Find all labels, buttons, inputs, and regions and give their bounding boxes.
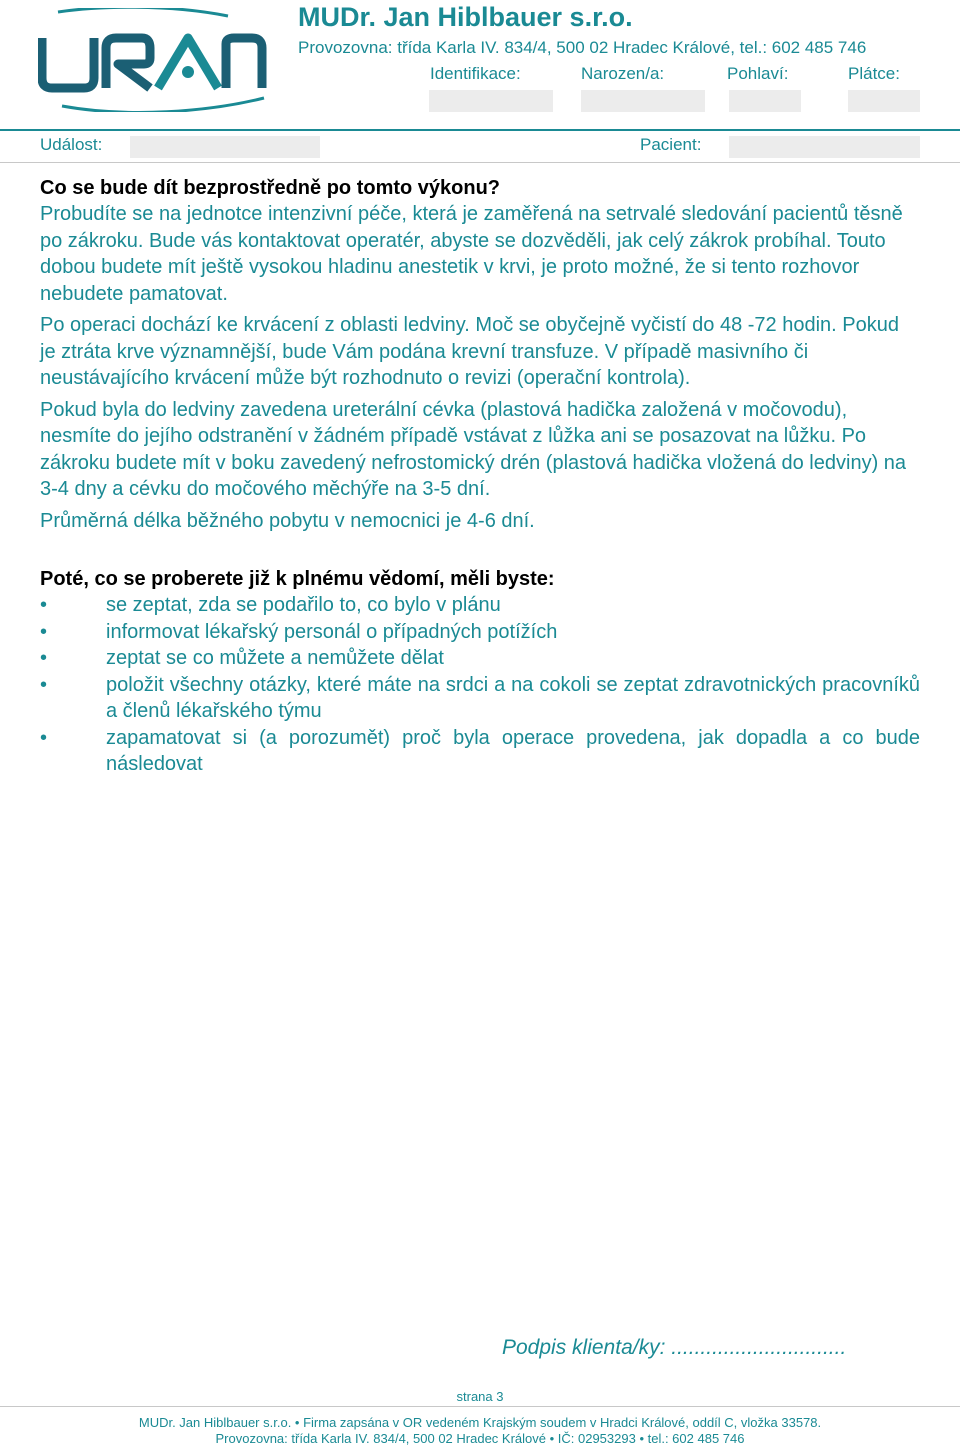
footer-contact-info: Provozovna: třída Karla IV. 834/4, 500 02 Hradec Králové • IČ: 02953293 • tel.: 602 485 746: [215, 1431, 745, 1446]
header-divider: [0, 129, 960, 131]
bullet-icon: •: [40, 594, 48, 616]
uran-logo-graphic: [38, 8, 268, 112]
bullet-icon: •: [40, 726, 48, 749]
logo-text: URAN: [38, 8, 41, 9]
footer-divider: [0, 1406, 960, 1407]
company-logo: [38, 8, 268, 112]
client-signature-line[interactable]: Podpis klienta/ky: ..............................: [502, 1336, 847, 1359]
event-field[interactable]: [130, 136, 320, 158]
paragraph-stay-length: Průměrná délka běžného pobytu v nemocnici je 4-6 dní.: [40, 509, 535, 532]
bullet-icon: •: [40, 673, 48, 696]
list-item: • zeptat se co můžete a nemůžete dělat: [40, 645, 920, 672]
footer-company-info: MUDr. Jan Hiblbauer s.r.o. • Firma zapsána v OR vedeném Krajským soudem v Hradci Králové, oddíl C, vložka 33578.: [138, 1415, 822, 1430]
born-label: Narozen/a:: [581, 64, 665, 83]
event-divider: [0, 162, 960, 163]
bullet-icon: •: [40, 620, 48, 643]
page-number: strana 3: [456, 1389, 504, 1404]
list-item: • zapamatovat si (a porozumět) proč byla operace provedena, jak dopadla a co bude následovat: [40, 726, 920, 775]
payer-field[interactable]: [848, 90, 920, 112]
company-address: Provozovna: třída Karla IV. 834/4, 500 02 Hradec Králové, tel.: 602 485 746: [298, 38, 867, 57]
paragraph-bleeding: Po operaci dochází ke krvácení z oblasti ledviny. Moč se obyčejně vyčistí do 48 -72 hodin. Pokud je ztráta krve významnější, bude Vám podána krevní transfuze. V případě masivního či neustávajícího krvácení může být rozhodnuto o revizi (operační kontrola).: [40, 314, 899, 389]
document-body: [40, 175, 920, 778]
identification-label: Identifikace:: [430, 64, 521, 83]
patient-label: Pacient:: [640, 135, 702, 154]
list-item: • informovat lékařský personál o případných potížích: [40, 619, 920, 646]
list-item: • položit všechny otázky, které máte na srdci a na cokoli se zeptat zdravotnických pracovníků a členů lékařského týmu: [40, 673, 920, 722]
sex-label: Pohlaví:: [727, 64, 789, 83]
company-name: MUDr. Jan Hiblbauer s.r.o.: [298, 2, 633, 32]
patient-field[interactable]: [729, 136, 920, 158]
paragraph-catheter: Pokud byla do ledviny zavedena ureterální cévka (plastová hadička založená v močovodu), nesmíte do jejího odstranění v žádném případě vstávat z lůžka ani se posazovat na lůžku. Po zákroku budete mít v boku zavedený nefrostomický drén (plastová hadička vložená do ledviny) na 3-4 dny a cévku do močového měchýře na 3-5 dní.: [40, 398, 907, 500]
section-heading-after-waking: Poté, co se proberete již k plnému vědomí, měli byste:: [40, 568, 555, 590]
list-item: • se zeptat, zda se podařilo to, co bylo v plánu: [40, 592, 920, 619]
bullet-icon: •: [40, 647, 48, 669]
born-field[interactable]: [581, 90, 705, 112]
event-label: Událost:: [40, 135, 103, 154]
sex-field[interactable]: [729, 90, 801, 112]
payer-label: Plátce:: [848, 64, 900, 83]
identification-field[interactable]: [429, 90, 553, 112]
advice-list: [40, 592, 920, 778]
section-heading-after-procedure: Co se bude dít bezprostředně po tomto výkonu?: [40, 177, 501, 199]
paragraph-icu: Probudíte se na jednotce intenzivní péče, která je zaměřená na setrvalé sledování pacientů těsně po zákroku. Bude vás kontaktovat operatér, abyste se dozvěděli, jak celý zákrok probíhal. Touto dobou budete mít ještě vysokou hladinu anestetik v krvi, je proto možné, že si tento rozhovor nebudete pamatovat.: [40, 203, 903, 305]
